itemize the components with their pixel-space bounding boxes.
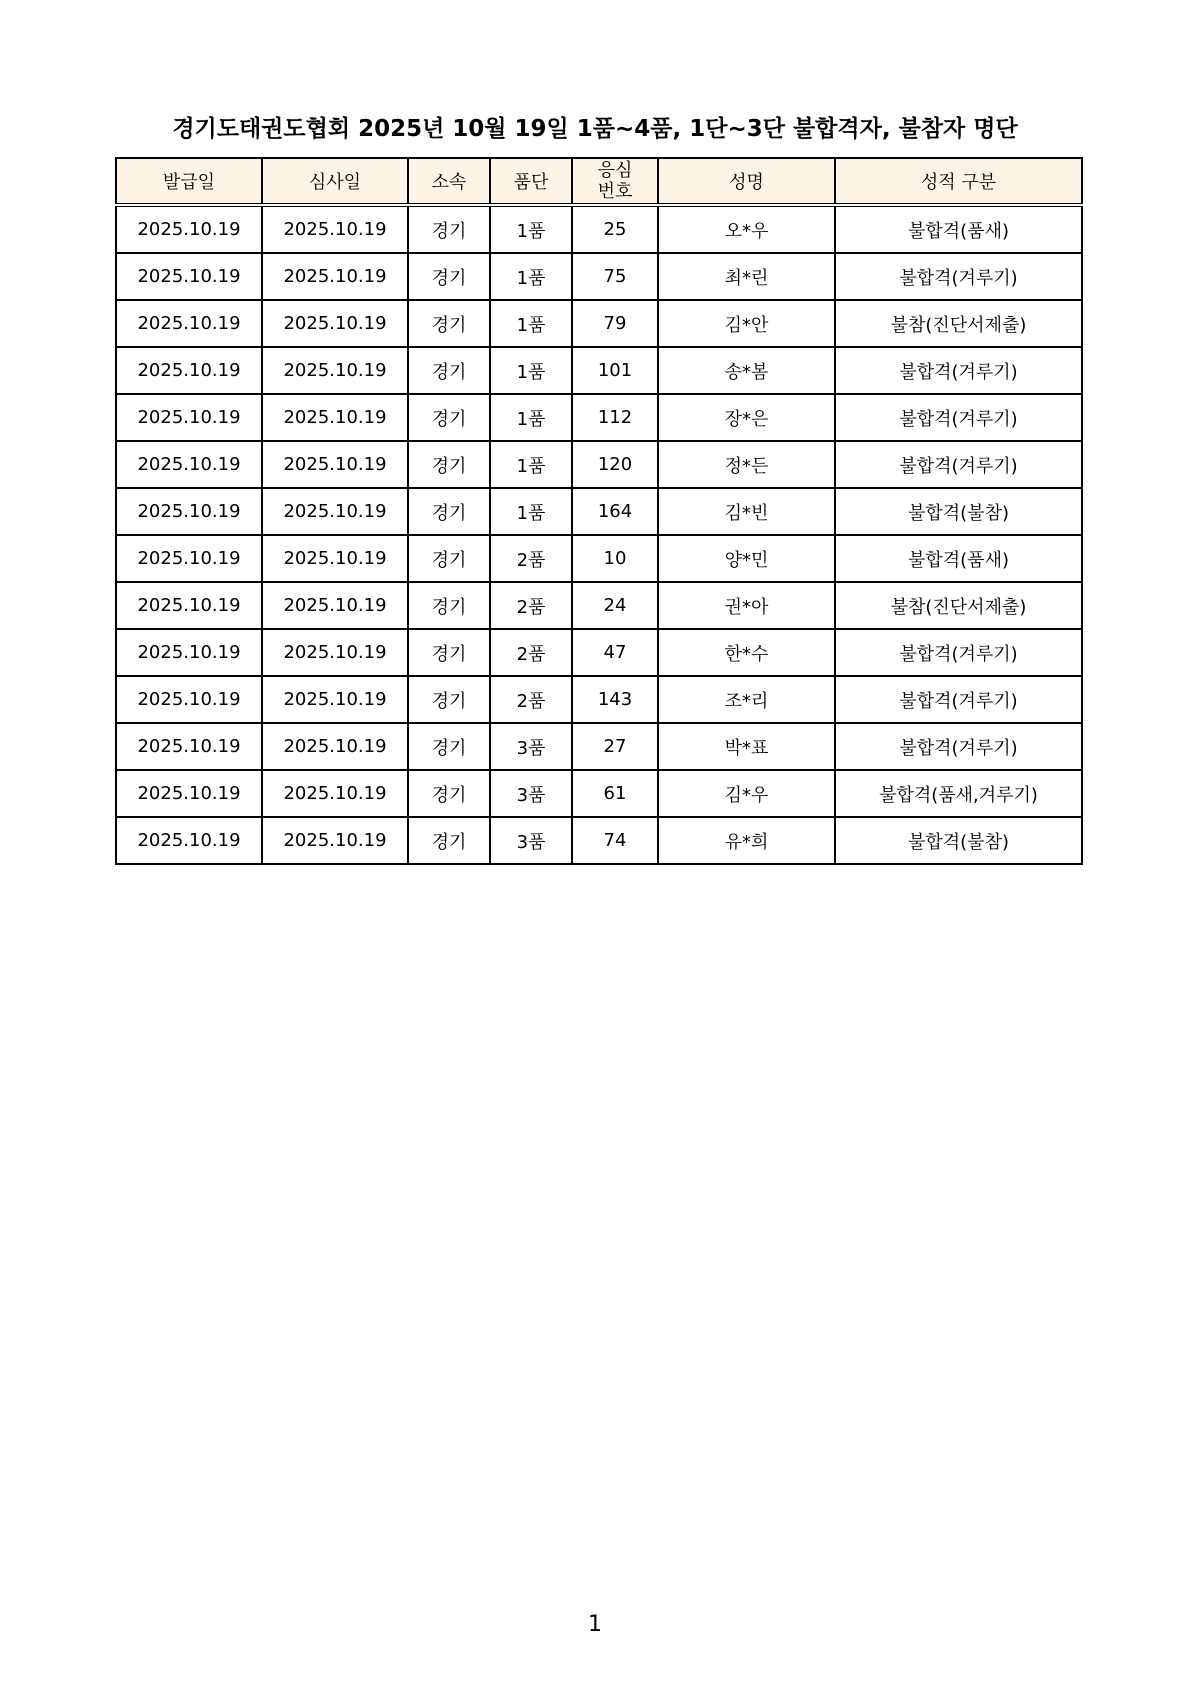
result-cell: 불합격(겨루기) [835, 394, 1082, 441]
exam-date-cell: 2025.10.19 [262, 347, 408, 394]
rank-cell: 1품 [490, 394, 572, 441]
rank-cell: 3품 [490, 723, 572, 770]
affiliation-cell: 경기 [408, 488, 490, 535]
affiliation-cell: 경기 [408, 629, 490, 676]
affiliation-cell: 경기 [408, 535, 490, 582]
table-row [116, 300, 1082, 347]
affiliation-cell: 경기 [408, 347, 490, 394]
table-row [116, 535, 1082, 582]
exam-date-cell: 2025.10.19 [262, 300, 408, 347]
issue-date-cell: 2025.10.19 [116, 770, 262, 817]
failed-absent-list-table [115, 157, 1083, 865]
result-cell: 불합격(겨루기) [835, 441, 1082, 488]
affiliation-cell: 경기 [408, 441, 490, 488]
header-name: 성명 [658, 158, 835, 205]
name-cell: 한*수 [658, 629, 835, 676]
exam-date-cell: 2025.10.19 [262, 535, 408, 582]
result-cell: 불합격(불참) [835, 817, 1082, 864]
exam-date-cell: 2025.10.19 [262, 770, 408, 817]
exam-date-cell: 2025.10.19 [262, 629, 408, 676]
table-row [116, 629, 1082, 676]
name-cell: 정*든 [658, 441, 835, 488]
exam-number-cell: 120 [572, 441, 658, 488]
issue-date-cell: 2025.10.19 [116, 676, 262, 723]
exam-number-cell: 74 [572, 817, 658, 864]
result-cell: 불합격(겨루기) [835, 347, 1082, 394]
exam-date-cell: 2025.10.19 [262, 441, 408, 488]
name-cell: 유*희 [658, 817, 835, 864]
exam-number-cell: 10 [572, 535, 658, 582]
header-issue-date: 발급일 [116, 158, 262, 205]
exam-number-cell: 27 [572, 723, 658, 770]
issue-date-cell: 2025.10.19 [116, 582, 262, 629]
exam-number-cell: 24 [572, 582, 658, 629]
rank-cell: 2품 [490, 676, 572, 723]
rank-cell: 2품 [490, 535, 572, 582]
table-row [116, 441, 1082, 488]
exam-number-cell: 79 [572, 300, 658, 347]
affiliation-cell: 경기 [408, 205, 490, 253]
header-exam-number-line1: 응심 [597, 160, 633, 181]
exam-number-cell: 75 [572, 253, 658, 300]
exam-number-cell: 143 [572, 676, 658, 723]
issue-date-cell: 2025.10.19 [116, 394, 262, 441]
exam-number-cell: 101 [572, 347, 658, 394]
rank-cell: 2품 [490, 582, 572, 629]
table-body [116, 205, 1082, 864]
issue-date-cell: 2025.10.19 [116, 441, 262, 488]
affiliation-cell: 경기 [408, 253, 490, 300]
affiliation-cell: 경기 [408, 676, 490, 723]
exam-date-cell: 2025.10.19 [262, 253, 408, 300]
exam-date-cell: 2025.10.19 [262, 394, 408, 441]
issue-date-cell: 2025.10.19 [116, 253, 262, 300]
name-cell: 조*리 [658, 676, 835, 723]
table-header-row [116, 158, 1082, 205]
table-row [116, 205, 1082, 253]
header-exam-number [572, 158, 658, 205]
name-cell: 오*우 [658, 205, 835, 253]
name-cell: 장*은 [658, 394, 835, 441]
exam-date-cell: 2025.10.19 [262, 488, 408, 535]
result-cell: 불합격(겨루기) [835, 723, 1082, 770]
exam-date-cell: 2025.10.19 [262, 676, 408, 723]
table-row [116, 817, 1082, 864]
table-row [116, 347, 1082, 394]
page-number: 1 [588, 1612, 602, 1637]
issue-date-cell: 2025.10.19 [116, 347, 262, 394]
affiliation-cell: 경기 [408, 582, 490, 629]
rank-cell: 1품 [490, 253, 572, 300]
rank-cell: 1품 [490, 300, 572, 347]
table-row [116, 676, 1082, 723]
rank-cell: 1품 [490, 441, 572, 488]
affiliation-cell: 경기 [408, 723, 490, 770]
name-cell: 송*봄 [658, 347, 835, 394]
issue-date-cell: 2025.10.19 [116, 723, 262, 770]
issue-date-cell: 2025.10.19 [116, 817, 262, 864]
exam-number-cell: 25 [572, 205, 658, 253]
exam-number-cell: 47 [572, 629, 658, 676]
result-cell: 불합격(겨루기) [835, 253, 1082, 300]
rank-cell: 2품 [490, 629, 572, 676]
exam-date-cell: 2025.10.19 [262, 723, 408, 770]
affiliation-cell: 경기 [408, 817, 490, 864]
table-row [116, 770, 1082, 817]
name-cell: 김*빈 [658, 488, 835, 535]
result-cell: 불합격(품새,겨루기) [835, 770, 1082, 817]
issue-date-cell: 2025.10.19 [116, 300, 262, 347]
header-exam-number-line2: 번호 [597, 181, 633, 202]
name-cell: 최*린 [658, 253, 835, 300]
rank-cell: 1품 [490, 205, 572, 253]
exam-number-cell: 164 [572, 488, 658, 535]
affiliation-cell: 경기 [408, 770, 490, 817]
name-cell: 양*민 [658, 535, 835, 582]
header-result: 성적 구분 [835, 158, 1082, 205]
name-cell: 박*표 [658, 723, 835, 770]
document-title: 경기도태권도협회 2025년 10월 19일 1품~4품, 1단~3단 불합격자, 불참자 명단 [172, 116, 1018, 142]
exam-number-cell: 112 [572, 394, 658, 441]
result-cell: 불합격(품새) [835, 205, 1082, 253]
rank-cell: 3품 [490, 770, 572, 817]
rank-cell: 3품 [490, 817, 572, 864]
table-row [116, 723, 1082, 770]
result-cell: 불합격(겨루기) [835, 629, 1082, 676]
rank-cell: 1품 [490, 347, 572, 394]
table-row [116, 582, 1082, 629]
issue-date-cell: 2025.10.19 [116, 535, 262, 582]
issue-date-cell: 2025.10.19 [116, 488, 262, 535]
table-row [116, 394, 1082, 441]
rank-cell: 1품 [490, 488, 572, 535]
result-cell: 불참(진단서제출) [835, 582, 1082, 629]
affiliation-cell: 경기 [408, 300, 490, 347]
table-row [116, 253, 1082, 300]
issue-date-cell: 2025.10.19 [116, 205, 262, 253]
name-cell: 김*안 [658, 300, 835, 347]
header-exam-date: 심사일 [262, 158, 408, 205]
header-rank: 품단 [490, 158, 572, 205]
result-cell: 불참(진단서제출) [835, 300, 1082, 347]
exam-number-cell: 61 [572, 770, 658, 817]
result-cell: 불합격(품새) [835, 535, 1082, 582]
result-cell: 불합격(불참) [835, 488, 1082, 535]
name-cell: 권*아 [658, 582, 835, 629]
name-cell: 김*우 [658, 770, 835, 817]
result-cell: 불합격(겨루기) [835, 676, 1082, 723]
exam-date-cell: 2025.10.19 [262, 205, 408, 253]
exam-date-cell: 2025.10.19 [262, 582, 408, 629]
issue-date-cell: 2025.10.19 [116, 629, 262, 676]
table-row [116, 488, 1082, 535]
affiliation-cell: 경기 [408, 394, 490, 441]
exam-date-cell: 2025.10.19 [262, 817, 408, 864]
header-affiliation: 소속 [408, 158, 490, 205]
